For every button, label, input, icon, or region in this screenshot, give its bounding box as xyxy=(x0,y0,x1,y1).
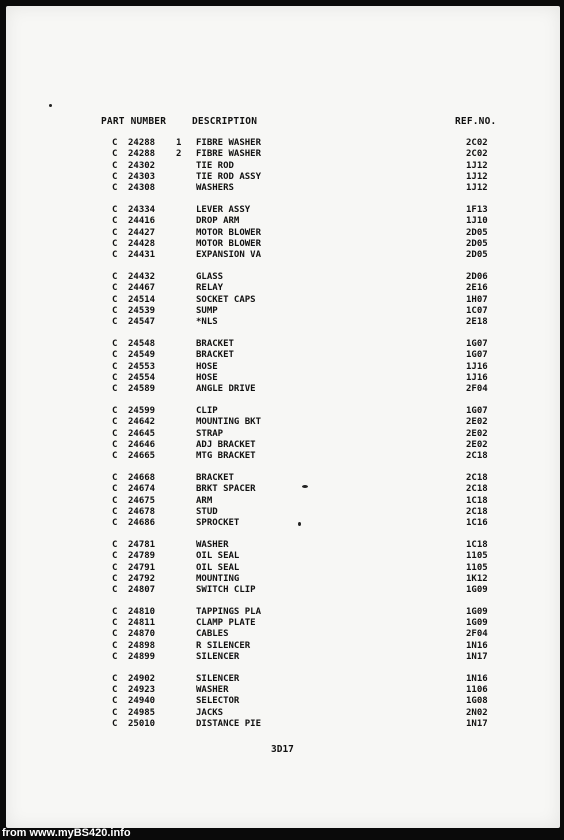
part-ref-no: 1J12 xyxy=(466,183,488,194)
part-description: CLIP xyxy=(196,405,218,416)
part-number: 24554 xyxy=(128,372,156,383)
part-prefix: C xyxy=(112,250,118,261)
part-row xyxy=(6,440,560,451)
part-row xyxy=(6,551,560,562)
part-row xyxy=(6,518,560,529)
part-prefix: C xyxy=(112,149,118,160)
part-row xyxy=(6,205,560,216)
part-description: SILENCER xyxy=(196,652,240,663)
part-description: R SILENCER xyxy=(196,640,251,651)
part-description: OIL SEAL xyxy=(196,551,240,562)
part-prefix: C xyxy=(112,518,118,529)
part-prefix: C xyxy=(112,384,118,395)
part-number: 24870 xyxy=(128,629,156,640)
part-description: SUMP xyxy=(196,305,218,316)
part-row xyxy=(6,161,560,172)
part-prefix: C xyxy=(112,696,118,707)
part-row xyxy=(6,250,560,261)
part-description: LEVER ASSY xyxy=(196,204,251,215)
header-ref-no: REF.NO. xyxy=(455,116,497,127)
part-description: ANGLE DRIVE xyxy=(196,384,256,395)
part-number: 24923 xyxy=(128,685,156,696)
part-prefix: C xyxy=(112,652,118,663)
part-ref-no: 1G07 xyxy=(466,405,488,416)
part-row xyxy=(6,563,560,574)
part-row xyxy=(6,216,560,227)
part-number: 24302 xyxy=(128,160,156,171)
part-row xyxy=(6,574,560,585)
scan-speck xyxy=(49,104,52,107)
part-ref-no: 2D05 xyxy=(466,238,488,249)
part-description: MOTOR BLOWER xyxy=(196,238,262,249)
part-description: STUD xyxy=(196,506,218,517)
part-number: 24791 xyxy=(128,562,156,573)
part-prefix: C xyxy=(112,428,118,439)
part-number: 24549 xyxy=(128,350,156,361)
part-prefix: C xyxy=(112,171,118,182)
source-watermark: from www.myBS420.info xyxy=(2,827,131,839)
part-description: SILENCER xyxy=(196,673,240,684)
part-description: JACKS xyxy=(196,707,224,718)
part-number: 24288 xyxy=(128,138,156,148)
part-number: 24303 xyxy=(128,171,156,182)
part-row xyxy=(6,652,560,663)
part-number: 24547 xyxy=(128,317,156,328)
part-index: 1 xyxy=(176,138,182,148)
parts-group xyxy=(6,138,560,194)
part-row xyxy=(6,473,560,484)
parts-group xyxy=(6,406,560,462)
part-ref-no: 2F04 xyxy=(466,384,488,395)
part-prefix: C xyxy=(112,138,118,148)
part-row xyxy=(6,306,560,317)
part-number: 24789 xyxy=(128,551,156,562)
part-description: FIBRE WASHER xyxy=(196,138,262,148)
scan-speck xyxy=(298,522,301,526)
part-prefix: C xyxy=(112,271,118,282)
part-number: 24416 xyxy=(128,216,156,227)
part-description: MTG BRACKET xyxy=(196,451,256,462)
part-row xyxy=(6,429,560,440)
part-row xyxy=(6,406,560,417)
part-description: STRAP xyxy=(196,428,224,439)
part-number: 24898 xyxy=(128,640,156,651)
part-prefix: C xyxy=(112,183,118,194)
part-number: 24675 xyxy=(128,495,156,506)
part-ref-no: 1C07 xyxy=(466,305,488,316)
part-description: DROP ARM xyxy=(196,216,240,227)
parts-group xyxy=(6,272,560,328)
part-description: WASHER xyxy=(196,685,229,696)
part-ref-no: 2C02 xyxy=(466,149,488,160)
part-prefix: C xyxy=(112,405,118,416)
document-page xyxy=(6,6,560,828)
part-description: HOSE xyxy=(196,372,218,383)
part-description: BRACKET xyxy=(196,338,234,349)
part-prefix: C xyxy=(112,204,118,215)
part-description: HOSE xyxy=(196,361,218,372)
part-ref-no: 1G07 xyxy=(466,350,488,361)
part-number: 24810 xyxy=(128,606,156,617)
parts-group xyxy=(6,205,560,261)
part-number: 24674 xyxy=(128,484,156,495)
part-number: 24431 xyxy=(128,250,156,261)
part-ref-no: 1J12 xyxy=(466,171,488,182)
part-number: 24432 xyxy=(128,271,156,282)
part-description: ADJ BRACKET xyxy=(196,439,256,450)
part-description: WASHERS xyxy=(196,183,234,194)
part-prefix: C xyxy=(112,439,118,450)
part-description: CLAMP PLATE xyxy=(196,618,256,629)
part-row xyxy=(6,496,560,507)
part-ref-no: 1J10 xyxy=(466,216,488,227)
part-description: BRKT SPACER xyxy=(196,484,256,495)
part-row xyxy=(6,629,560,640)
part-row xyxy=(6,172,560,183)
part-row xyxy=(6,708,560,719)
part-row xyxy=(6,607,560,618)
parts-group xyxy=(6,607,560,663)
part-description: FIBRE WASHER xyxy=(196,149,262,160)
part-ref-no: 1G09 xyxy=(466,606,488,617)
part-row xyxy=(6,272,560,283)
part-number: 24985 xyxy=(128,707,156,718)
part-row xyxy=(6,384,560,395)
part-ref-no: 2D05 xyxy=(466,227,488,238)
part-ref-no: 2D05 xyxy=(466,250,488,261)
part-prefix: C xyxy=(112,294,118,305)
part-row xyxy=(6,618,560,629)
part-ref-no: 2E18 xyxy=(466,317,488,328)
part-number: 24902 xyxy=(128,673,156,684)
part-description: TIE ROD ASSY xyxy=(196,171,262,182)
parts-group xyxy=(6,540,560,596)
part-number: 24678 xyxy=(128,506,156,517)
part-ref-no: 2E02 xyxy=(466,428,488,439)
part-ref-no: 1J16 xyxy=(466,372,488,383)
part-ref-no: 1G07 xyxy=(466,338,488,349)
part-prefix: C xyxy=(112,551,118,562)
part-number: 24514 xyxy=(128,294,156,305)
part-row xyxy=(6,696,560,707)
part-number: 24589 xyxy=(128,384,156,395)
part-description: SOCKET CAPS xyxy=(196,294,256,305)
part-prefix: C xyxy=(112,283,118,294)
part-row xyxy=(6,350,560,361)
part-prefix: C xyxy=(112,238,118,249)
part-description: TAPPINGS PLA xyxy=(196,606,262,617)
parts-list xyxy=(6,138,560,741)
part-ref-no: 2C02 xyxy=(466,138,488,148)
part-description: GLASS xyxy=(196,271,224,282)
part-row xyxy=(6,228,560,239)
part-ref-no: 1G08 xyxy=(466,696,488,707)
part-row xyxy=(6,362,560,373)
part-ref-no: 2C18 xyxy=(466,506,488,517)
part-number: 24668 xyxy=(128,472,156,483)
part-prefix: C xyxy=(112,227,118,238)
part-number: 24539 xyxy=(128,305,156,316)
part-row xyxy=(6,183,560,194)
part-row xyxy=(6,674,560,685)
part-prefix: C xyxy=(112,707,118,718)
part-ref-no: 2E02 xyxy=(466,417,488,428)
part-number: 24427 xyxy=(128,227,156,238)
part-description: OIL SEAL xyxy=(196,562,240,573)
part-row xyxy=(6,719,560,730)
part-ref-no: 1105 xyxy=(466,551,488,562)
part-description: MOUNTING BKT xyxy=(196,417,262,428)
part-ref-no: 2N02 xyxy=(466,707,488,718)
parts-group xyxy=(6,339,560,395)
part-prefix: C xyxy=(112,305,118,316)
part-ref-no: 1G09 xyxy=(466,585,488,596)
part-description: TIE ROD xyxy=(196,160,234,171)
part-prefix: C xyxy=(112,472,118,483)
part-number: 24811 xyxy=(128,618,156,629)
scan-speck xyxy=(302,485,308,488)
parts-group xyxy=(6,674,560,730)
part-ref-no: 1C18 xyxy=(466,495,488,506)
part-row xyxy=(6,149,560,160)
part-number: 24288 xyxy=(128,149,156,160)
part-row xyxy=(6,507,560,518)
part-number: 24428 xyxy=(128,238,156,249)
part-ref-no: 1F13 xyxy=(466,204,488,215)
part-description: *NLS xyxy=(196,317,218,328)
part-prefix: C xyxy=(112,338,118,349)
part-prefix: C xyxy=(112,629,118,640)
part-ref-no: 1H07 xyxy=(466,294,488,305)
part-ref-no: 2E16 xyxy=(466,283,488,294)
part-prefix: C xyxy=(112,495,118,506)
part-description: SELECTOR xyxy=(196,696,240,707)
part-prefix: C xyxy=(112,685,118,696)
part-description: EXPANSION VA xyxy=(196,250,262,261)
part-prefix: C xyxy=(112,160,118,171)
part-prefix: C xyxy=(112,606,118,617)
part-number: 24807 xyxy=(128,585,156,596)
part-ref-no: 1G09 xyxy=(466,618,488,629)
part-ref-no: 1K12 xyxy=(466,573,488,584)
part-ref-no: 1N16 xyxy=(466,640,488,651)
part-row xyxy=(6,138,560,149)
part-description: RELAY xyxy=(196,283,224,294)
part-prefix: C xyxy=(112,216,118,227)
part-prefix: C xyxy=(112,372,118,383)
part-row xyxy=(6,585,560,596)
part-description: SWITCH CLIP xyxy=(196,585,256,596)
part-row xyxy=(6,283,560,294)
part-number: 24899 xyxy=(128,652,156,663)
part-prefix: C xyxy=(112,673,118,684)
part-ref-no: 1106 xyxy=(466,685,488,696)
part-number: 24645 xyxy=(128,428,156,439)
part-row xyxy=(6,685,560,696)
part-description: BRACKET xyxy=(196,350,234,361)
part-number: 24686 xyxy=(128,518,156,529)
part-ref-no: 2F04 xyxy=(466,629,488,640)
part-prefix: C xyxy=(112,317,118,328)
part-number: 24553 xyxy=(128,361,156,372)
part-number: 24467 xyxy=(128,283,156,294)
part-prefix: C xyxy=(112,640,118,651)
part-description: MOTOR BLOWER xyxy=(196,227,262,238)
part-ref-no: 2C18 xyxy=(466,451,488,462)
part-row xyxy=(6,295,560,306)
part-prefix: C xyxy=(112,361,118,372)
part-ref-no: 2C18 xyxy=(466,472,488,483)
part-description: DISTANCE PIE xyxy=(196,719,262,730)
part-ref-no: 2E02 xyxy=(466,439,488,450)
part-number: 24646 xyxy=(128,439,156,450)
part-description: CABLES xyxy=(196,629,229,640)
part-prefix: C xyxy=(112,417,118,428)
part-prefix: C xyxy=(112,573,118,584)
part-row xyxy=(6,540,560,551)
part-row xyxy=(6,484,560,495)
part-number: 24308 xyxy=(128,183,156,194)
part-description: BRACKET xyxy=(196,472,234,483)
part-ref-no: 2C18 xyxy=(466,484,488,495)
part-number: 25010 xyxy=(128,719,156,730)
part-ref-no: 1N17 xyxy=(466,652,488,663)
part-prefix: C xyxy=(112,585,118,596)
part-number: 24940 xyxy=(128,696,156,707)
part-prefix: C xyxy=(112,539,118,550)
part-number: 24642 xyxy=(128,417,156,428)
part-ref-no: 1N17 xyxy=(466,719,488,730)
part-prefix: C xyxy=(112,719,118,730)
parts-group xyxy=(6,473,560,529)
part-description: MOUNTING xyxy=(196,573,240,584)
part-ref-no: 1C16 xyxy=(466,518,488,529)
part-row xyxy=(6,339,560,350)
part-prefix: C xyxy=(112,350,118,361)
part-number: 24334 xyxy=(128,204,156,215)
part-number: 24781 xyxy=(128,539,156,550)
part-index: 2 xyxy=(176,149,182,160)
part-prefix: C xyxy=(112,451,118,462)
part-description: ARM xyxy=(196,495,213,506)
part-prefix: C xyxy=(112,506,118,517)
part-row xyxy=(6,451,560,462)
part-description: SPROCKET xyxy=(196,518,240,529)
part-prefix: C xyxy=(112,562,118,573)
part-ref-no: 2D06 xyxy=(466,271,488,282)
header-description: DESCRIPTION xyxy=(192,116,258,127)
part-ref-no: 1J16 xyxy=(466,361,488,372)
part-row xyxy=(6,317,560,328)
part-number: 24548 xyxy=(128,338,156,349)
part-ref-no: 1N16 xyxy=(466,673,488,684)
header-part-number: PART NUMBER xyxy=(101,116,167,127)
part-row xyxy=(6,373,560,384)
part-prefix: C xyxy=(112,618,118,629)
part-ref-no: 1105 xyxy=(466,562,488,573)
part-prefix: C xyxy=(112,484,118,495)
part-ref-no: 1C18 xyxy=(466,539,488,550)
part-row xyxy=(6,641,560,652)
part-row xyxy=(6,417,560,428)
part-number: 24599 xyxy=(128,405,156,416)
part-description: WASHER xyxy=(196,539,229,550)
part-row xyxy=(6,239,560,250)
part-number: 24665 xyxy=(128,451,156,462)
page-number: 3D17 xyxy=(271,744,294,755)
part-number: 24792 xyxy=(128,573,156,584)
part-ref-no: 1J12 xyxy=(466,160,488,171)
